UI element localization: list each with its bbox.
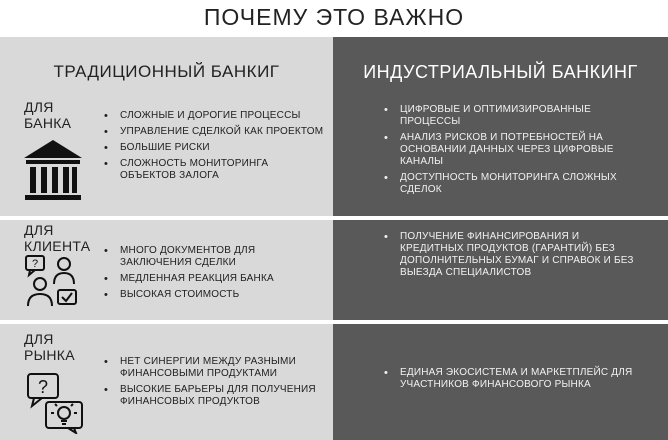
section-label-market — [24, 331, 75, 363]
page-title: ПОЧЕМУ ЭТО ВАЖНО — [203, 4, 465, 30]
bank-traditional-list — [104, 110, 326, 186]
list-item: • УПРАВЛЕНИЕ СДЕЛКОЙ КАК ПРОЕКТОМ — [104, 126, 326, 138]
list-item: • ЕДИНАЯ ЭКОСИСТЕМА И МАРКЕТПЛЕЙС ДЛЯ УЧАСТНИКОВ ФИНАНСОВОГО РЫНКА — [384, 367, 634, 391]
bank-icon — [22, 138, 84, 202]
label-line2: РЫНКА — [24, 347, 75, 363]
right-column-header: ИНДУСТРИАЛЬНЫЙ БАНКИНГ — [333, 37, 668, 107]
list-item: • ЦИФРОВЫЕ И ОПТИМИЗИРОВАННЫЕ ПРОЦЕССЫ — [384, 104, 634, 128]
list-item: • ДОСТУПНОСТЬ МОНИТОРИНГА СЛОЖНЫХ СДЕЛОК — [384, 172, 634, 196]
market-industrial-list — [384, 367, 634, 395]
list-item: • МНОГО ДОКУМЕНТОВ ДЛЯ ЗАКЛЮЧЕНИЯ СДЕЛКИ — [104, 245, 326, 269]
svg-text:?: ? — [31, 258, 39, 270]
label-line1: ДЛЯ — [24, 99, 54, 115]
label-line1: ДЛЯ — [24, 222, 54, 238]
list-item: • СЛОЖНОСТЬ МОНИТОРИНГА ОБЪЕКТОВ ЗАЛОГА — [104, 158, 326, 182]
bank-industrial-list — [384, 104, 634, 200]
label-line2: КЛИЕНТА — [24, 238, 91, 254]
section-label-bank — [24, 99, 71, 131]
list-item: • ПОЛУЧЕНИЕ ФИНАНСИРОВАНИЯ И КРЕДИТНЫХ ПРОДУКТОВ (ГАРАНТИЙ) БЕЗ ДОПОЛНИТЕЛЬНЫХ БУМАГ И СПРАВОК И БЕЗ ВЫЕЗДА СПЕЦИАЛИСТОВ — [384, 231, 634, 279]
list-item: • НЕТ СИНЕРГИИ МЕЖДУ РАЗНЫМИ ФИНАНСОВЫМИ ПРОДУКТАМИ — [104, 356, 326, 380]
client-meeting-icon — [24, 254, 80, 310]
question-idea-icon — [26, 372, 86, 434]
list-item: • МЕДЛЕННАЯ РЕАКЦИЯ БАНКА — [104, 273, 326, 285]
label-line2: БАНКА — [24, 115, 72, 131]
left-column-header: ТРАДИЦИОННЫЙ БАНКИГ — [0, 37, 333, 107]
section-label-client — [24, 222, 90, 254]
market-traditional-list — [104, 356, 326, 412]
list-item: • БОЛЬШИЕ РИСКИ — [104, 142, 326, 154]
list-item: • АНАЛИЗ РИСКОВ И ПОТРЕБНОСТЕЙ НА ОСНОВАНИИ ДАННЫХ ЧЕРЕЗ ЦИФРОВЫЕ КАНАЛЫ — [384, 132, 634, 168]
client-industrial-list — [384, 231, 634, 283]
list-item: • ВЫСОКИЕ БАРЬЕРЫ ДЛЯ ПОЛУЧЕНИЯ ФИНАНСОВЫХ ПРОДУКТОВ — [104, 384, 326, 408]
svg-text:?: ? — [37, 377, 49, 397]
label-line1: ДЛЯ — [24, 331, 54, 347]
list-item: • СЛОЖНЫЕ И ДОРОГИЕ ПРОЦЕССЫ — [104, 110, 326, 122]
list-item: • ВЫСОКАЯ СТОИМОСТЬ — [104, 289, 326, 301]
client-traditional-list — [104, 245, 326, 305]
